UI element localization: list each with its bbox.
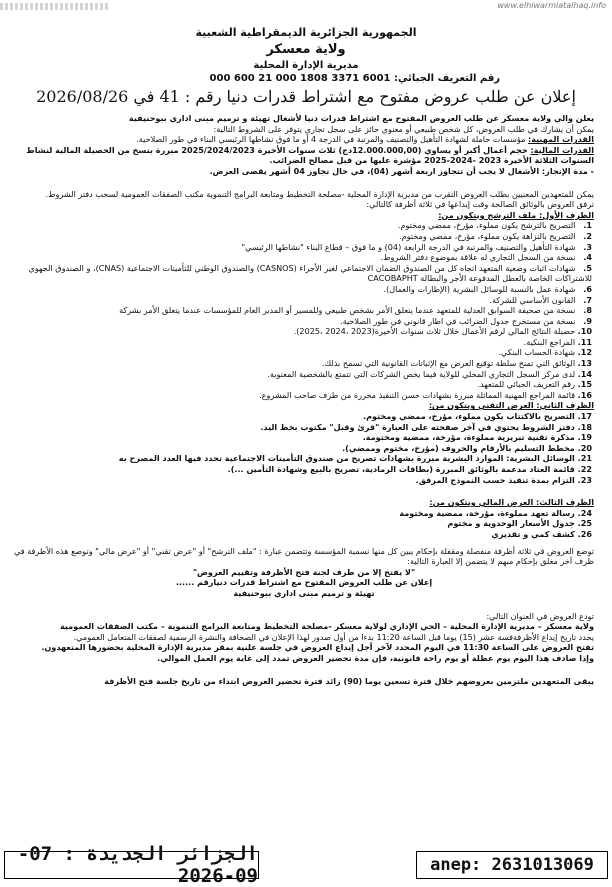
holiday-clause: وإذا صادف هذا اليوم يوم عطلة أو يوم راحة قانونية، فإن مدة تحضير العروض تمدد إلى غاية يوم العمل الموالي. [157, 652, 594, 663]
top-strip [0, 0, 612, 14]
condition-financial: القدرات المالية: حجم أعمال أكبر أو يساوي (12.000.000,00دج) ثلاث سنوات الأخيرة 2025/2024/2023 مبررة بنسخ من الحصيلة المالية لنشاط السنوات الثلاثة الأخيرة 2023 -2024-2025 مؤشرة عليها من قبل مصالح الضرائب. [26, 144, 594, 166]
consult-line: ترفق العروض بالوثائق الصالحة وقت إيداعها في ثلاثة أظرفة كالتالي: [366, 199, 594, 210]
list-item: 13. الوثائق التي تمنح سلطة توقيع العرض مع الإثباتات القانونية التي تسمح بذلك. [321, 358, 592, 369]
list-item: 19. مذكرة تقنية تبريرية مملوءة، مؤرخة، ممضية ومختومة. [362, 432, 592, 443]
header-wilaya: ولاية معسكر [266, 42, 346, 57]
condition-professional: القدرات المهنية: مؤسسات حاملة لشهادة التأهيل والتصنيف والمرتبة في الدرجة 4 أو ما فوق نشاطها الرئيسي البناء في طور الصلاحية. [136, 134, 594, 145]
announcement-title: إعلان عن طلب عروض مفتوح مع اشتراط قدرات دنيا رقم : 41 في 2026/08/26 [36, 87, 576, 106]
list-item: 5. شهادات اثبات وضعية المتعهد اتجاه كل من الصندوق الضمان الاجتماعي لغير الأجراء (CASNOS) والصندوق الوطني للتأمينات الاجتماعية (CNAS)، و الصندوق الجهوي للاشتراكات الخاصة بالعطل المدفوعة الأجر والبطالة CACOBAPHT [28, 262, 592, 284]
envelope1-list [14, 220, 594, 400]
list-item: 26. كشف كمي و تقديري [491, 528, 592, 539]
consult-line: يمكن للمتعهدين المعنيين بطلب العروض التقرب من مديرية الإدارة المحلية -مصلحة التخطيط ومتابعة البرامج التنموية مكتب الصفقات العمومية لسحب دفتر الشروط. [45, 188, 594, 199]
list-item: 23. التزام بمدة تنفيذ حسب النموذج المرفق. [415, 474, 592, 485]
envelope3-title: الظرف الثالث: العرض المالي ويتكون من: [429, 497, 594, 508]
intro-line: يمكن أن يشارك في طلب العروض، كل شخص طبيعي أو معنوي حائز على سجل تجاري يتوفر على الشروط التالية: [213, 123, 594, 134]
tax-id: رقم التعريف الجبائي: 6001 3371 1808 000 21 600 000 [209, 73, 500, 84]
announcement-body [14, 113, 594, 686]
list-item: 8. نسخة من صحيفة السوابق العدلية للمتعهد عندما يتعلق الأمر بشخص طبيعي وللمسير أو المدير العام للمؤسسات عندما يتعلق الأمر بشركة [119, 305, 592, 316]
envelope-inscription: تهيئة و ترميم مبنى اداري ببوحنيفية [233, 587, 375, 598]
site-url[interactable]: www.elhiwarmiatalhaq.info [497, 1, 606, 10]
list-item: 2. التصريح بالنزاهة يكون مملوء، مؤرخ، ممضي ومختوم. [399, 230, 592, 241]
list-item: 7. القانون الأساسي للشركة. [489, 294, 592, 305]
list-item: 14. لدى مركز السجل التجاري المحلي للولاية فيما يخص الشركات التي تتمتع بالشخصية المعنوية. [267, 368, 592, 379]
list-item: 18. دفتر الشروط يحتوي في آخر صفحته على العبارة "قرئ وقبل" مكتوب بخط اليد. [260, 421, 592, 432]
deposit-address: ولاية معسكر – مديرية الإدارة المحلية – الحي الإداري لولاية معسكر -مصلحة التخطيط ومتابعة البرامج التنموية – مكتب الصفقات العمومية [59, 621, 594, 632]
intro-line: يعلن والي ولاية معسكر عن طلب العروض المفتوح مع اشتراط قدرات دنيا لأشغال تهيئة و ترميم مبنى اداري ببوحنيفية [128, 113, 594, 123]
list-item: 15. رقم التعريف الجبائي للمتعهد. [477, 379, 592, 390]
barcode-strip [0, 3, 110, 10]
list-item: 10. حصيلة النتائج المالي لرقم الأعمال خلال ثلاث سنوات الأخيرة(2023 ،2024 ،2025). [293, 326, 592, 337]
header-republic: الجمهورية الجزائرية الديمقراطية الشعبية [195, 26, 417, 39]
envelope2-title: الظرف الثاني: العرض التقني ويتكون من: [428, 400, 594, 411]
anep-box [416, 851, 608, 879]
list-item: 4. نسخة من السجل التجاري له علاقة بموضوع دفتر الشروط. [380, 252, 592, 263]
envelope-inscription: إعلان عن طلب العروض المفتوح مع اشتراط قدرات دنيارقم ...... [175, 577, 433, 588]
list-item: 22. قائمة العتاد مدعمة بالوثائق المبررة (بطاقات الرمادية، تصريح بالبيع وشهادة التأمين ...). [227, 464, 592, 474]
list-item: 9. نسخة من مستخرج جدول الضرائب في اطار قانوني في طور الصلاحية. [340, 315, 592, 326]
list-item: 1. التصريح بالترشح يكون مملوء، مؤرخ، ممضي ومختوم. [397, 220, 592, 231]
list-item: 12. شهادة الحساب البنكي. [498, 347, 592, 358]
list-item: 21. الوسائل البشرية: الموارد البشرية مبررة بشهادات تصريح من صندوق التأمينات الاجتماعية تحدد فيها العدد المصرح به [118, 453, 592, 464]
list-item: 3. شهادة التأهيل والتصنيف والمرتبة في الدرجة الرابعة (04) و ما فوق – قطاع البناء "نشاطها الرئيسي" [241, 241, 592, 252]
packaging-text: توضع العروض في ثلاثة أظرفة منفصلة ومقفلة بإحكام يبين كل منها تسمية المؤسسة وتتضمن عبارة : "ملف الترشح" أو "عرض تقني" أو "عرض مالي" وتوضع هذه الأظرفة في ظرف آخر مغلق بإحكام مبهم لا يتضمن إلا العبارة التالية: [14, 545, 594, 567]
deposit-heading: تودع العروض في العنوان التالي: [486, 610, 594, 621]
list-item: 20. مخطط التسليم بالأرقام والحروف (مؤرخ، مختوم وممضي). [342, 442, 592, 453]
envelope2-list [14, 411, 594, 485]
list-item: 16. قائمة المراجع المهنية المماثلة مبررة بشهادات حسن التنفيذ محررة من طرف صاحب المشروع. [259, 389, 592, 400]
newspaper-date: الجزائر الجديدة : 07-09-2026 [17, 843, 258, 887]
list-item: 11. المراجع البنكية. [523, 336, 592, 347]
list-item: 25. جدول الأسعار الوحدوية و مختوم [447, 518, 592, 529]
validity-clause: يبقى المتعهدين ملتزمين بعروضهم خلال فترة تسعين يوما (90) زائد فترة تحضير العروض ابتداء من تاريخ جلسة فتح الأظرفة [104, 675, 594, 686]
newspaper-date-box [4, 843, 259, 887]
envelope-inscription: "لا يفتح إلا من طرف لجنة فتح الأظرفة وتقييم العروض" [192, 566, 416, 577]
list-item: 24. رسالة تعهد مملوءة، مؤرخة، ممضية ومختومة [399, 507, 592, 518]
deposit-deadline: يحدد تاريخ إيداع الأظرفةفسة عشر (15) يوما قبل الساعة 11:20 بدءا من أول صدور لهذا الإعلان في الصحافة والنشرة الرسمية لصفقات المتعامل العمومي. [73, 631, 594, 642]
list-item: 17. التصريح بالاكتتاب يكون مملوء، مؤرخ، ممضي ومختوم. [363, 411, 592, 422]
anep-number: anep: 2631013069 [430, 855, 594, 875]
condition-duration: - مدة الإنجاز: الأشغال لا يجب أن تتجاوز اربعة أشهر (04)، في حال تجاوز 04 أشهر يقصى العرض. [209, 165, 594, 176]
header-directorate: مديرية الإدارة المحلية [253, 60, 359, 71]
envelope3-list [14, 508, 594, 540]
list-item: 6. شهادة عمل بالنسبة للوسائل البشرية (الإطارات والعمال). [383, 283, 592, 294]
envelope1-title: الظرف الأول: ملف الترشح ويتكون من: [438, 209, 594, 220]
opening-session: تفتح العروض على الساعة 11:30 في اليوم المحدد لآخر أجل إيداع العروض في جلسة علنية بمقر مديرية الإدارة المحلية بحضورها المتعهدون. [41, 642, 594, 653]
